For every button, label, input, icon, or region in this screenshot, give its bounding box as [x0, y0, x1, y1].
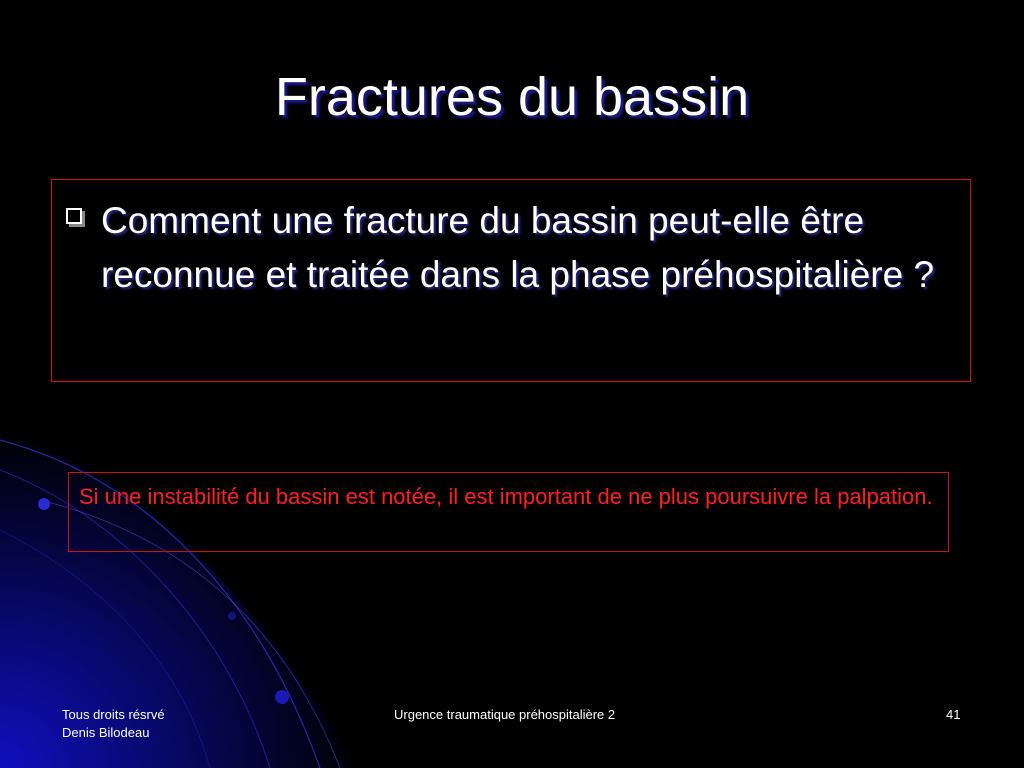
- footer-copyright: [62, 706, 165, 742]
- question-box: [51, 179, 971, 382]
- glow-dot-1: [38, 498, 50, 510]
- note-box: [68, 472, 949, 552]
- glow-dot-3: [228, 612, 236, 620]
- footer-course-title: Urgence traumatique préhospitalière 2: [394, 707, 616, 722]
- square-bullet-icon: [66, 208, 82, 224]
- bullet-text: Comment une fracture du bassin peut-elle être reconnue et traitée dans la phase préhospitalière ?: [101, 200, 935, 295]
- slide-title: Fractures du bassin: [274, 67, 750, 127]
- glow-dot-2: [275, 690, 289, 704]
- footer-rights-text: Tous droits résrvé: [62, 707, 165, 722]
- slide-number: 41: [946, 707, 961, 722]
- footer-author-text: Denis Bilodeau: [62, 725, 150, 740]
- note-text: Si une instabilité du bassin est notée, il est important de ne plus poursuivre la palpation.: [79, 484, 933, 509]
